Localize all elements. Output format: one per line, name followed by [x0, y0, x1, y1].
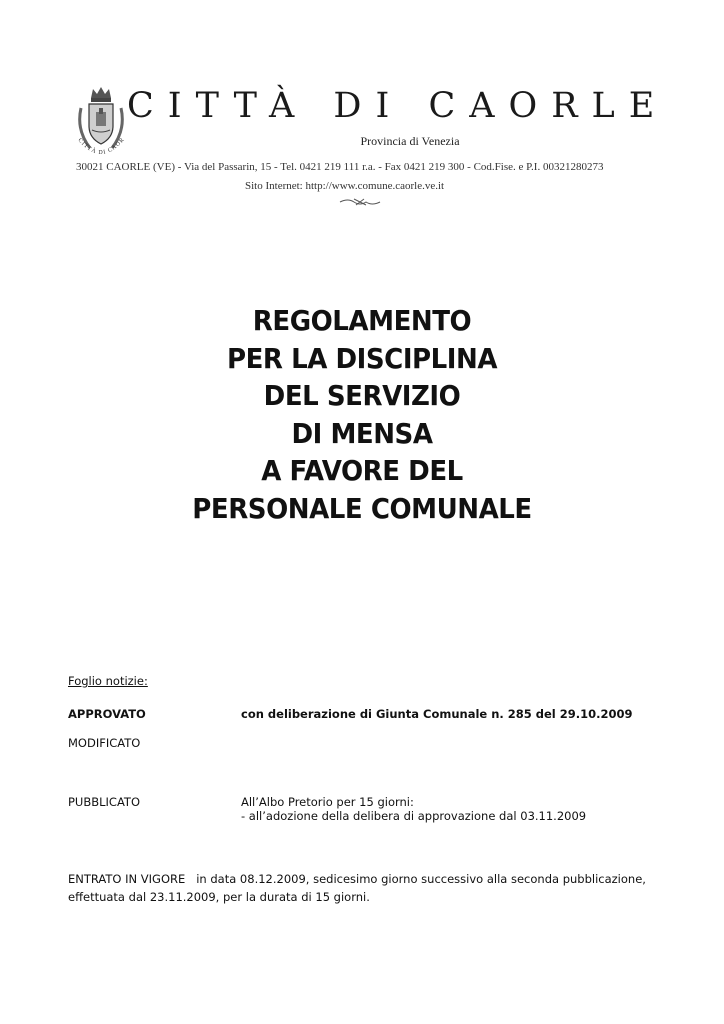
entrato-paragraph [68, 870, 668, 906]
document-title [0, 302, 724, 527]
approvato-value: con deliberazione di Giunta Comunale n. 285 del 29.10.2009 [241, 707, 633, 721]
ornament-divider-icon [338, 196, 382, 208]
title-line: PER LA DISCIPLINA [226, 341, 498, 375]
title-line: PERSONALE COMUNALE [192, 491, 532, 525]
approvato-label: APPROVATO [68, 707, 146, 721]
province-line [0, 134, 724, 149]
website-line: Sito Internet: http://www.comune.caorle.ve.it [245, 180, 445, 192]
title-line: A FAVORE DEL [261, 454, 463, 487]
city-name: CITTÀ DI CAORLE [127, 86, 669, 126]
title-line: DEL SERVIZIO [263, 379, 461, 412]
entrato-label: ENTRATO IN VIGORE [68, 872, 186, 886]
pubblicato-label: PUBBLICATO [68, 795, 141, 809]
address-line: 30021 CAORLE (VE) - Via del Passarin, 15 - Tel. 0421 219 111 r.a. - Fax 0421 219 300 - Cod.Fise. e P.I. 00321280273 [76, 161, 604, 173]
pubblicato-line-2: - all’adozione della delibera di approvazione dal 03.11.2009 [241, 809, 587, 823]
crest-icon [72, 84, 130, 162]
title-line: DI MENSA [291, 416, 433, 450]
modificato-label: MODIFICATO [68, 736, 141, 750]
crest-caption: CITTÀ DI CAOR [76, 136, 127, 157]
title-line: REGOLAMENTO [252, 304, 472, 337]
province-text: Provincia di Venezia [360, 134, 460, 148]
notes-heading: Foglio notizie: [68, 674, 148, 688]
pubblicato-line-1: All’Albo Pretorio per 15 giorni: [241, 795, 414, 809]
entrato-text: in data 08.12.2009, sedicesimo giorno successivo alla seconda pubblicazione, effettuata dal 23.11.2009, per la durata di 15 giorni. [68, 872, 646, 904]
city-crest-logo [72, 84, 130, 162]
